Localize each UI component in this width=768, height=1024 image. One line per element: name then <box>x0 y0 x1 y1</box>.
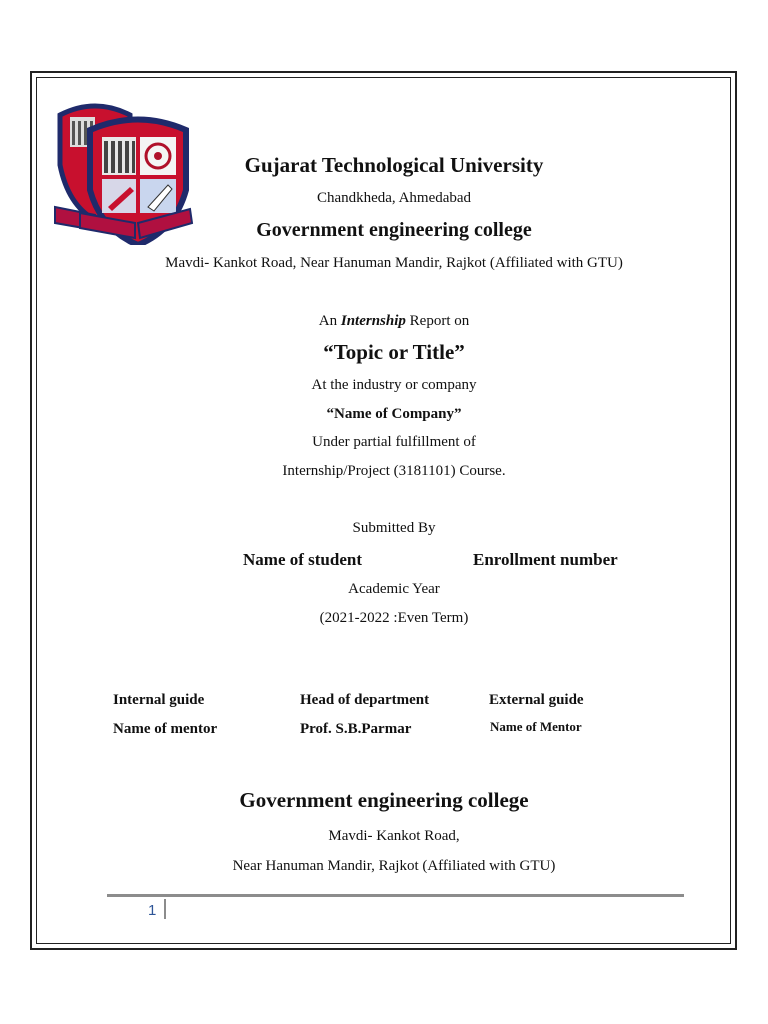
college-name: Government engineering college <box>256 219 532 241</box>
college-address: Mavdi- Kankot Road, Near Hanuman Mandir, Rajkot (Affiliated with GTU) <box>165 255 623 271</box>
enrollment-number-label: Enrollment number <box>473 550 618 569</box>
university-location: Chandkheda, Ahmedabad <box>316 190 472 206</box>
bottom-address-line2: Near Hanuman Mandir, Rajkot (Affiliated with GTU) <box>232 858 556 874</box>
bottom-address-line1: Mavdi- Kankot Road, <box>328 828 460 844</box>
report-intro <box>10 313 768 330</box>
external-guide-label: External guide <box>489 692 584 708</box>
course-line: Internship/Project (3181101) Course. <box>282 463 506 479</box>
company-name: “Name of Company” <box>326 406 462 422</box>
hod-name: Prof. S.B.Parmar <box>300 721 412 737</box>
academic-year: (2021-2022 :Even Term) <box>319 610 469 626</box>
fulfillment-line: Under partial fulfillment of <box>312 434 476 450</box>
academic-year-label: Academic Year <box>348 581 440 597</box>
internal-guide-label: Internal guide <box>113 692 205 708</box>
internal-guide-name: Name of mentor <box>113 721 218 737</box>
footer-rule <box>107 894 684 897</box>
page-number-divider <box>164 899 166 919</box>
bottom-college-name: Government engineering college <box>239 788 529 812</box>
hod-label: Head of department <box>300 692 430 708</box>
report-topic: “Topic or Title” <box>323 340 465 364</box>
industry-line: At the industry or company <box>311 377 477 393</box>
intro-prefix: An <box>318 313 338 329</box>
page-number: 1 <box>148 902 157 919</box>
external-guide-name: Name of Mentor <box>490 719 582 734</box>
intro-suffix: Report on <box>409 313 470 329</box>
student-name-label: Name of student <box>243 550 362 569</box>
submitted-by: Submitted By <box>352 520 436 536</box>
intro-emphasis: Internship <box>340 313 406 329</box>
university-name: Gujarat Technological University <box>244 153 544 177</box>
